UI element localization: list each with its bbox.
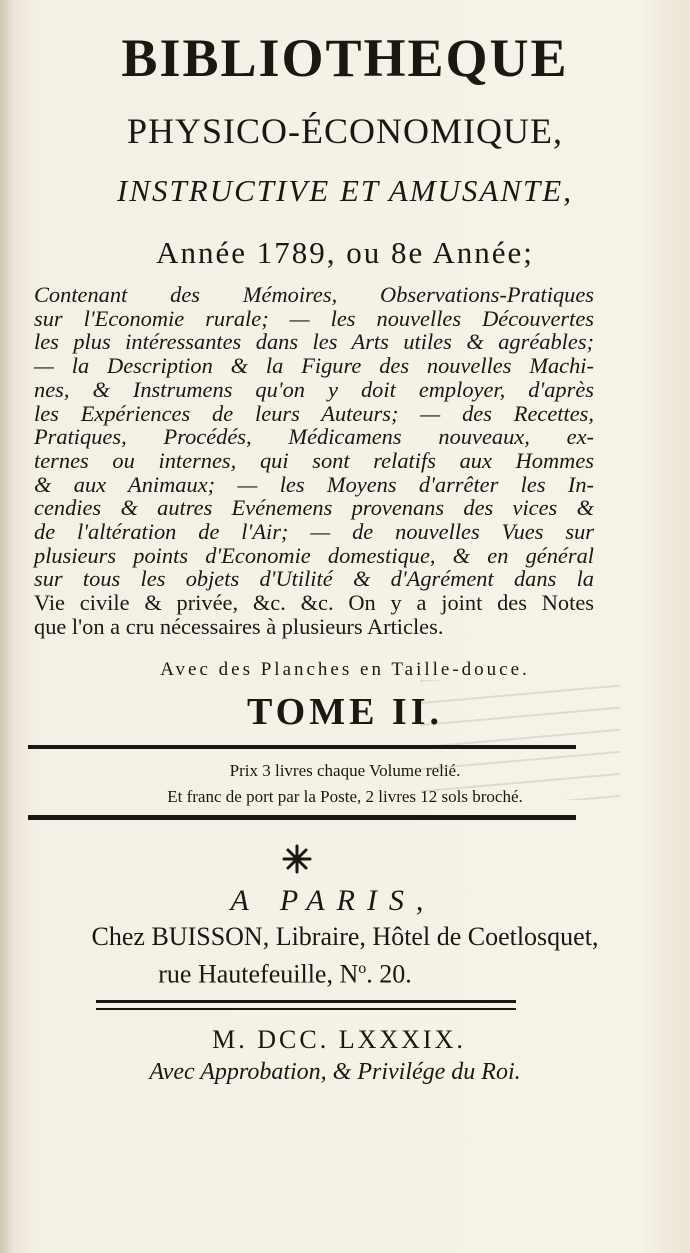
description-line: que l'on a cru nécessaires à plusieurs Articles.	[34, 613, 444, 639]
title-line-2: PHYSICO-ÉCONOMIQUE,	[126, 111, 563, 151]
double-rule-bottom	[96, 1008, 516, 1010]
royal-approval: Avec Approbation, & Privilége du Roi.	[149, 1059, 521, 1085]
volume-number: TOME II.	[246, 691, 443, 733]
address-superscript: o	[358, 960, 367, 977]
double-rule-top	[96, 1000, 516, 1003]
description-line: Pratiques, Procédés, Médicamens nouveaux, ex-	[34, 424, 594, 450]
address-prefix: rue Hautefeuille, N	[158, 959, 359, 989]
description-line: les Expériences de leurs Auteurs; — des Recettes,	[34, 400, 594, 426]
description-line: ternes ou internes, qui sont relatifs aux Hommes	[34, 447, 594, 473]
plates-note: Avec des Planches en Taille-douce.	[160, 659, 530, 680]
description-line: & aux Animaux; — les Moyens d'arrêter les In-	[34, 471, 594, 497]
imprint-publisher: Chez BUISSON, Libraire, Hôtel de Coetlosquet,	[91, 922, 599, 951]
description-line: plusieurs points d'Economie domestique, & en général	[34, 542, 594, 568]
description-line: — la Description & la Figure des nouvelles Machi-	[34, 353, 594, 379]
rule-bottom	[28, 815, 576, 820]
title-line-1: BIBLIOTHEQUE	[121, 28, 569, 88]
description-line: sur l'Economie rurale; — les nouvelles Découvertes	[34, 305, 594, 331]
description-line: de l'altération de l'Air; — de nouvelles Vues sur	[34, 519, 594, 545]
publication-year: M. DCC. LXXXIX.	[212, 1025, 466, 1054]
description-line: sur tous les objets d'Utilité & d'Agrément dans la	[34, 566, 594, 592]
imprint-city: A PARIS,	[230, 884, 436, 917]
price-line-1: Prix 3 livres chaque Volume relié.	[229, 761, 461, 780]
imprint-address	[0, 952, 630, 992]
title-line-3: INSTRUCTIVE ET AMUSANTE,	[117, 173, 573, 208]
price-line-2: Et franc de port par la Poste, 2 livres 12 sols broché.	[167, 787, 523, 806]
description-line: cendies & autres Evénemens provenans des vices &	[34, 495, 594, 521]
description-line: Vie civile & privée, &c. &c. On y a joint des Notes	[34, 590, 594, 616]
title-line-4: Année 1789, ou 8e Année;	[156, 235, 534, 270]
description-line: Contenant des Mémoires, Observations-Pratiques	[34, 282, 594, 307]
rule-top	[28, 745, 576, 749]
description-block	[34, 283, 594, 639]
description-line: nes, & Instrumens qu'on y doit employer, d'après	[34, 376, 594, 402]
asterisk-ornament-icon	[281, 843, 313, 875]
description-line: les plus intéressantes dans les Arts utiles & agréables;	[34, 329, 594, 355]
address-number: . 20.	[366, 959, 412, 989]
